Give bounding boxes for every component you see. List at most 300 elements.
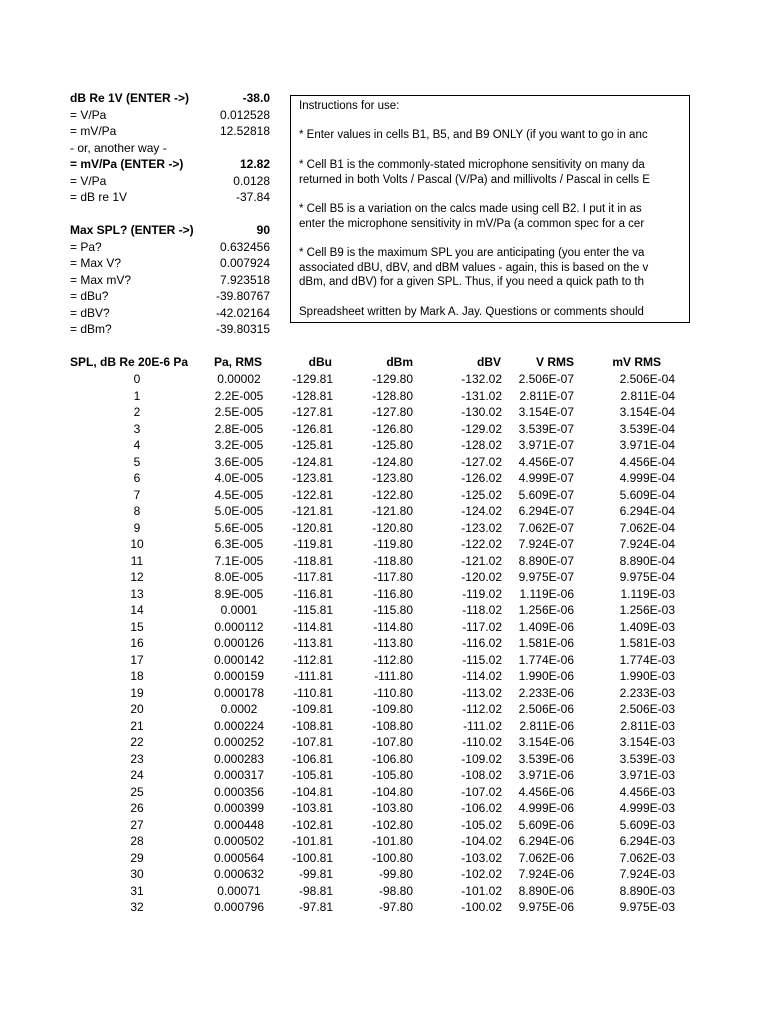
header-mv-rms: mV RMS (612, 355, 661, 369)
table-cell: 7.062E-03 (619, 850, 675, 865)
param-row (70, 222, 270, 238)
table-cell: 6.294E-04 (619, 504, 675, 518)
table-row (0, 586, 768, 603)
table-cell: -101.02 (461, 883, 502, 898)
table-cell: 6.294E-06 (518, 834, 574, 848)
table-cell: -104.81 (292, 784, 333, 799)
table-cell: 20 (130, 702, 144, 716)
table-cell: 7.924E-06 (518, 867, 574, 881)
instruction-line: Spreadsheet written by Mark A. Jay. Questions or comments should (299, 305, 644, 318)
table-cell: -108.80 (372, 718, 413, 733)
table-cell: 3.2E-005 (214, 438, 264, 452)
table-cell: -119.80 (373, 537, 413, 551)
table-cell: -123.81 (292, 471, 333, 485)
table-cell: -112.80 (373, 652, 413, 667)
table-cell: -117.80 (373, 570, 413, 584)
table-cell: 17 (130, 652, 144, 667)
param-row (70, 206, 270, 222)
table-cell: 1.990E-03 (619, 669, 675, 683)
table-cell: -115.80 (373, 603, 413, 617)
table-cell: 0.000399 (213, 801, 265, 815)
table-cell: -125.02 (461, 487, 502, 502)
table-cell: 2 (133, 405, 141, 419)
table-cell: -124.80 (372, 454, 413, 469)
table-row (0, 718, 768, 735)
table-cell: -107.02 (461, 784, 502, 799)
table-row (0, 883, 768, 900)
table-cell: -105.02 (461, 817, 502, 832)
table-cell: 7.924E-04 (619, 537, 675, 551)
table-cell: -122.81 (292, 487, 333, 502)
table-cell: 5 (133, 454, 141, 469)
table-cell: 3.539E-06 (518, 751, 574, 766)
table-cell: 9.975E-07 (518, 570, 574, 584)
param-label: = Max mV? (70, 272, 132, 287)
table-cell: 0.00071 (217, 883, 261, 898)
param-row (70, 255, 270, 271)
table-cell: 5.609E-03 (619, 817, 675, 832)
table-cell: -106.81 (292, 751, 333, 766)
table-cell: -121.02 (461, 553, 502, 568)
table-cell: 3.539E-07 (518, 421, 574, 436)
table-cell: -127.02 (461, 454, 502, 469)
table-row (0, 437, 768, 454)
table-cell: 2.506E-06 (518, 702, 574, 716)
table-cell: -110.81 (293, 685, 333, 700)
table-cell: 16 (130, 636, 144, 650)
table-cell: -107.80 (372, 735, 413, 749)
param-row (70, 288, 270, 304)
table-cell: 1.581E-03 (619, 636, 675, 650)
table-cell: 4.999E-04 (619, 471, 675, 485)
table-cell: -111.81 (294, 669, 333, 683)
table-cell: 12 (130, 570, 144, 584)
table-cell: -124.02 (461, 504, 502, 518)
table-cell: -119.81 (293, 537, 333, 551)
table-cell: -104.80 (372, 784, 413, 799)
table-cell: -121.80 (372, 504, 413, 518)
table-cell: 3.539E-04 (619, 421, 675, 436)
param-label: = mV/Pa (70, 124, 117, 138)
instruction-line: dBm, and dBV) for a given SPL. Thus, if you need a quick path to th (299, 276, 644, 289)
table-cell: 6.294E-03 (619, 834, 675, 848)
table-cell: 7.062E-06 (518, 850, 574, 865)
table-cell: -102.80 (372, 817, 413, 832)
param-label: = dBu? (70, 289, 109, 303)
table-cell: 8.890E-03 (619, 883, 675, 898)
table-cell: -127.80 (372, 405, 413, 419)
param-row (70, 239, 270, 255)
instruction-line: * Enter values in cells B1, B5, and B9 ONLY (if you want to go in anc (299, 129, 648, 142)
table-cell: -112.02 (462, 702, 502, 716)
table-cell: 1.409E-03 (619, 619, 675, 634)
table-cell: 19 (130, 685, 144, 700)
instruction-line: Instructions for use: (299, 100, 400, 112)
param-row (70, 156, 270, 172)
table-cell: 4.999E-07 (518, 471, 574, 485)
param-value[interactable]: 12.82 (239, 157, 270, 171)
table-cell: -98.81 (298, 883, 333, 898)
table-cell: -110.02 (462, 735, 502, 749)
table-row (0, 751, 768, 768)
table-cell: -123.02 (461, 520, 502, 535)
header-dbm: dBm (386, 355, 413, 369)
param-value[interactable]: -38.0 (242, 91, 270, 105)
param-row (70, 173, 270, 189)
table-cell: -102.81 (292, 817, 333, 832)
table-cell: 3.154E-06 (518, 735, 574, 749)
table-cell: 23 (130, 751, 144, 766)
table-cell: 8.890E-04 (619, 553, 675, 568)
table-cell: 7.1E-005 (214, 553, 264, 568)
table-row (0, 388, 768, 405)
table-cell: 2.811E-03 (620, 718, 675, 733)
table-cell: 0.000317 (213, 768, 265, 782)
instruction-line: enter the microphone sensitivity in mV/Pa (a common spec for a cer (299, 217, 645, 230)
table-cell: 1.256E-03 (619, 603, 675, 617)
instruction-line: * Cell B1 is the commonly-stated microphone sensitivity on many da (299, 158, 645, 171)
table-cell: 0.0002 (220, 702, 258, 716)
param-row (70, 123, 270, 139)
table-cell: -125.80 (372, 438, 413, 452)
table-cell: 0.000448 (213, 817, 265, 832)
table-cell: 9.975E-04 (619, 570, 675, 584)
table-cell: 5.609E-06 (518, 817, 574, 832)
table-cell: -130.02 (461, 405, 502, 419)
table-cell: -97.81 (298, 900, 333, 914)
table-cell: 0.000224 (213, 718, 265, 733)
table-cell: 4.456E-06 (518, 784, 574, 799)
param-label: = V/Pa (70, 107, 107, 122)
table-cell: 0.00002 (217, 372, 261, 386)
table-cell: 13 (130, 586, 144, 601)
table-row (0, 800, 768, 817)
table-cell: 28 (130, 834, 144, 848)
table-cell: 0.000112 (214, 619, 264, 634)
table-row (0, 652, 768, 669)
table-cell: 3.6E-005 (214, 454, 264, 469)
table-cell: -109.02 (461, 751, 502, 766)
table-cell: 3.971E-04 (619, 438, 675, 452)
table-cell: 4.999E-06 (518, 801, 574, 815)
param-value[interactable]: 7.923518 (219, 272, 270, 287)
table-cell: -129.02 (461, 421, 502, 436)
table-cell: 8.0E-005 (214, 570, 264, 584)
param-value[interactable]: 12.52818 (219, 124, 270, 138)
table-cell: 3.971E-07 (518, 438, 574, 452)
instruction-line: * Cell B5 is a variation on the calcs made using cell B2. I put it in as (299, 202, 642, 215)
table-cell: -127.81 (292, 405, 333, 419)
table-cell: -114.81 (293, 619, 333, 634)
table-cell: 4.456E-07 (518, 454, 574, 469)
table-cell: 2.506E-03 (619, 702, 675, 716)
table-cell: 3.971E-06 (518, 768, 574, 782)
header-dbv: dBV (477, 355, 501, 369)
table-cell: -101.80 (372, 834, 413, 848)
table-cell: -120.80 (372, 520, 413, 535)
table-row (0, 520, 768, 537)
param-label: - or, another way - (70, 140, 167, 155)
param-value[interactable]: -39.80767 (215, 289, 270, 303)
table-cell: -126.02 (461, 471, 502, 485)
table-cell: -100.80 (372, 850, 413, 865)
table-cell: 2.2E-005 (214, 388, 264, 403)
table-cell: -113.81 (293, 636, 333, 650)
table-cell: 2.811E-04 (620, 388, 675, 403)
table-cell: 0.000142 (213, 652, 265, 667)
table-cell: -109.80 (372, 702, 413, 716)
table-cell: 2.811E-06 (519, 718, 574, 733)
table-cell: -123.80 (372, 471, 413, 485)
table-cell: 6.294E-07 (518, 504, 574, 518)
param-value[interactable]: -39.80315 (215, 322, 270, 336)
param-value[interactable]: 0.0128 (233, 173, 270, 188)
table-cell: 29 (130, 850, 144, 865)
table-cell: 1.774E-06 (518, 652, 574, 667)
table-cell: 8.890E-06 (518, 883, 574, 898)
table-cell: 0.000356 (213, 784, 265, 799)
table-cell: -128.81 (292, 388, 333, 403)
table-row (0, 817, 768, 834)
table-cell: 1.409E-06 (518, 619, 574, 634)
table-row (0, 685, 768, 702)
param-label: = Max V? (70, 256, 122, 270)
table-cell: 4 (133, 438, 141, 452)
table-cell: -121.81 (292, 504, 333, 518)
table-cell: 1.774E-03 (619, 652, 675, 667)
table-cell: 6 (133, 471, 141, 485)
header-spl: SPL, dB Re 20E-6 Pa (70, 355, 189, 369)
table-cell: 25 (130, 784, 144, 799)
table-cell: -120.02 (461, 570, 502, 584)
table-cell: -116.81 (293, 586, 333, 601)
table-cell: 9 (133, 520, 141, 535)
table-row (0, 569, 768, 586)
table-cell: 1.990E-06 (518, 669, 574, 683)
param-row (70, 272, 270, 288)
table-cell: -105.80 (372, 768, 413, 782)
param-value[interactable]: 0.632456 (219, 239, 270, 254)
table-cell: -120.81 (292, 520, 333, 535)
param-label: = dBV? (70, 305, 110, 320)
param-row (70, 321, 270, 337)
table-cell: -105.81 (292, 768, 333, 782)
table-cell: -111.02 (463, 718, 502, 733)
table-cell: -106.80 (372, 751, 413, 766)
table-cell: -128.02 (461, 438, 502, 452)
table-row (0, 899, 768, 916)
table-cell: 11 (130, 553, 144, 568)
table-cell: 21 (130, 718, 144, 733)
param-label: = dB re 1V (70, 190, 128, 204)
table-cell: 2.506E-07 (518, 372, 574, 386)
table-cell: 3.154E-04 (619, 405, 675, 419)
table-row (0, 734, 768, 751)
table-cell: -107.81 (292, 735, 333, 749)
param-label: = V/Pa (70, 173, 107, 188)
table-cell: -129.81 (292, 372, 333, 386)
header-dbu: dBu (308, 355, 332, 369)
table-cell: 1.119E-06 (519, 586, 574, 601)
instruction-line: associated dBU, dBV, and dBM values - again, this is based on the v (299, 261, 649, 274)
param-label: = Pa? (70, 239, 102, 254)
instruction-line: returned in both Volts / Pascal (V/Pa) and millivolts / Pascal in cells E (299, 173, 650, 186)
table-cell: 15 (130, 619, 144, 634)
param-value[interactable]: 90 (256, 223, 270, 237)
param-row (70, 107, 270, 123)
table-cell: -132.02 (461, 372, 502, 386)
table-cell: 2.811E-07 (519, 388, 574, 403)
table-cell: 0.000178 (213, 685, 265, 700)
table-cell: 24 (130, 768, 144, 782)
table-cell: 7.924E-03 (619, 867, 675, 881)
table-cell: 0.000283 (213, 751, 265, 766)
table-cell: -114.80 (373, 619, 413, 634)
table-cell: -117.81 (293, 570, 333, 584)
table-cell: -108.81 (292, 718, 333, 733)
table-cell: 27 (130, 817, 144, 832)
table-row (0, 784, 768, 801)
table-cell: -101.81 (292, 834, 333, 848)
table-cell: -114.02 (462, 669, 502, 683)
table-cell: 1.256E-06 (518, 603, 574, 617)
table-row (0, 470, 768, 487)
table-cell: -125.81 (292, 438, 333, 452)
table-cell: -122.02 (461, 537, 502, 551)
table-cell: 14 (130, 603, 144, 617)
table-cell: -109.81 (292, 702, 333, 716)
table-cell: -131.02 (461, 388, 502, 403)
table-cell: -103.80 (372, 801, 413, 815)
table-cell: -103.02 (461, 850, 502, 865)
table-cell: 9.975E-03 (619, 900, 675, 914)
table-cell: -99.81 (298, 867, 333, 881)
table-cell: 0.000126 (213, 636, 265, 650)
table-cell: 22 (130, 735, 144, 749)
table-cell: -113.02 (462, 685, 502, 700)
table-cell: 9.975E-06 (518, 900, 574, 914)
param-value[interactable]: -42.02164 (215, 305, 270, 320)
table-cell: -103.81 (292, 801, 333, 815)
table-cell: 3.539E-03 (619, 751, 675, 766)
table-cell: -115.02 (462, 652, 502, 667)
table-cell: -124.81 (292, 454, 333, 469)
table-cell: 1.581E-06 (518, 636, 574, 650)
table-cell: 4.0E-005 (214, 471, 264, 485)
table-cell: 8.890E-07 (518, 553, 574, 568)
table-cell: -98.80 (378, 883, 413, 898)
table-cell: -119.02 (462, 586, 502, 601)
table-cell: -129.80 (372, 372, 413, 386)
param-label: dB Re 1V (ENTER ->) (70, 91, 190, 105)
table-cell: -97.80 (378, 900, 413, 914)
table-cell: 5.609E-07 (518, 487, 574, 502)
table-cell: 4.999E-03 (619, 801, 675, 815)
table-row (0, 866, 768, 883)
table-cell: 0.000159 (213, 669, 265, 683)
table-cell: 0.000502 (213, 834, 265, 848)
table-cell: -116.80 (373, 586, 413, 601)
table-row (0, 421, 768, 438)
table-cell: 31 (130, 883, 144, 898)
table-cell: 5.0E-005 (214, 504, 264, 518)
table-cell: 3 (133, 421, 141, 436)
param-row (70, 90, 270, 106)
table-cell: 0.000632 (213, 867, 265, 881)
table-cell: -128.80 (372, 388, 413, 403)
table-cell: 6.3E-005 (214, 537, 264, 551)
table-cell: -118.02 (462, 603, 502, 617)
table-row (0, 371, 768, 388)
table-cell: 3.971E-03 (619, 768, 675, 782)
instructions-box (290, 95, 690, 323)
param-row (70, 140, 270, 156)
table-cell: 2.5E-005 (214, 405, 264, 419)
table-cell: -108.02 (461, 768, 502, 782)
table-row (0, 454, 768, 471)
table-cell: 7.924E-07 (518, 537, 574, 551)
param-label: = dBm? (70, 322, 112, 336)
table-cell: 5.6E-005 (214, 520, 264, 535)
table-cell: 4.5E-005 (214, 487, 264, 502)
table-cell: -122.80 (372, 487, 413, 502)
table-cell: 0 (133, 372, 141, 386)
table-row (0, 536, 768, 553)
table-cell: -113.80 (373, 636, 413, 650)
param-label: Max SPL? (ENTER ->) (70, 223, 194, 237)
table-cell: 18 (130, 669, 144, 683)
table-cell: 32 (130, 900, 144, 914)
table-cell: -118.80 (373, 553, 413, 568)
table-cell: -100.02 (461, 900, 502, 914)
table-cell: 26 (130, 801, 144, 815)
table-cell: 1.119E-03 (620, 586, 675, 601)
table-cell: -126.81 (292, 421, 333, 436)
table-row (0, 850, 768, 867)
table-row (0, 668, 768, 685)
table-cell: -99.80 (378, 867, 413, 881)
table-cell: 2.506E-04 (619, 372, 675, 386)
param-value[interactable]: 0.012528 (219, 107, 270, 122)
header-v-rms: V RMS (535, 355, 574, 369)
table-cell: 0.000252 (213, 735, 265, 749)
table-row (0, 487, 768, 504)
table-row (0, 767, 768, 784)
table-row (0, 833, 768, 850)
table-cell: 10 (130, 537, 144, 551)
table-cell: 4.456E-04 (619, 454, 675, 469)
param-value[interactable]: -37.84 (235, 190, 270, 204)
table-cell: -100.81 (292, 850, 333, 865)
table-cell: -116.02 (462, 636, 502, 650)
table-cell: -106.02 (461, 801, 502, 815)
table-row (0, 635, 768, 652)
table-cell: 3.154E-07 (518, 405, 574, 419)
param-label: = mV/Pa (ENTER ->) (70, 157, 184, 171)
instruction-line: * Cell B9 is the maximum SPL you are anticipating (you enter the va (299, 247, 645, 259)
header-pa-rms: Pa, RMS (214, 355, 263, 369)
table-cell: 8.9E-005 (214, 586, 264, 601)
table-row (0, 503, 768, 520)
table-cell: -117.02 (462, 619, 502, 634)
table-cell: 8 (133, 504, 141, 518)
table-cell: 2.8E-005 (214, 421, 264, 436)
param-value[interactable]: 0.007924 (219, 256, 270, 270)
table-cell: -112.81 (293, 652, 333, 667)
table-cell: -115.81 (293, 603, 333, 617)
table-cell: -102.02 (461, 867, 502, 881)
table-cell: -110.80 (373, 685, 413, 700)
